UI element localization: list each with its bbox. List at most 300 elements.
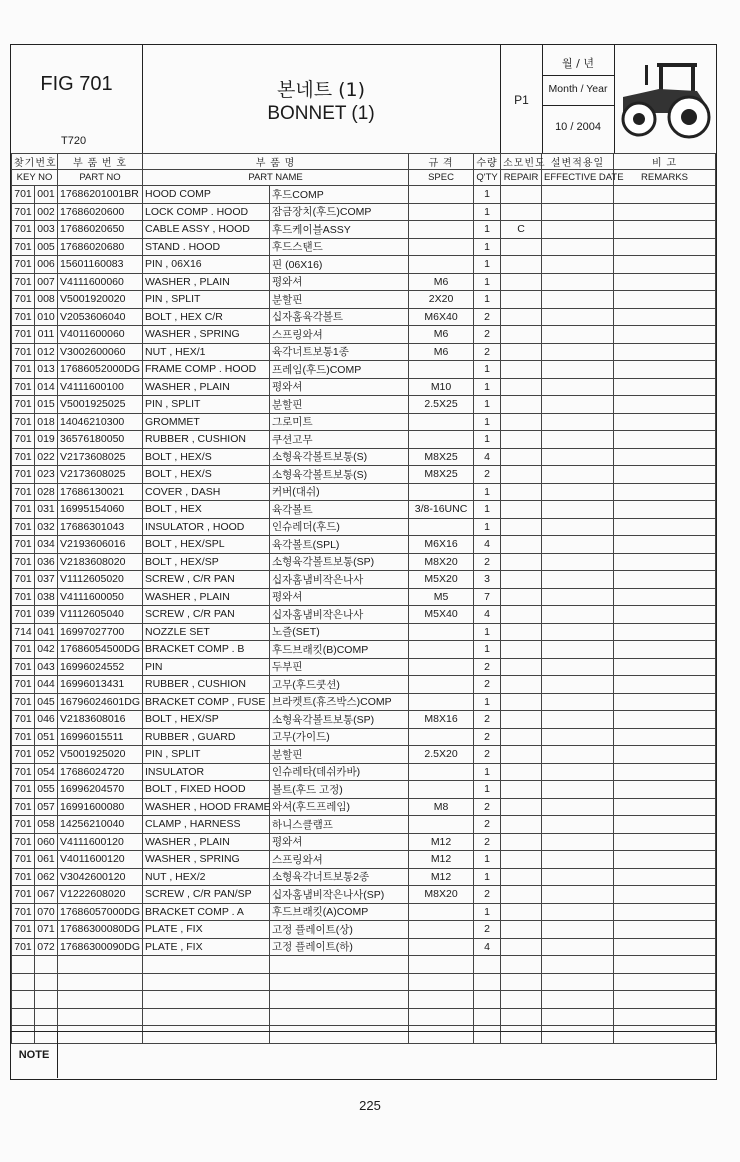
cell-remarks (614, 466, 716, 484)
cell-part-name-ko: 십자홈냄비작은나사 (270, 571, 409, 589)
cell-key-sub: 034 (35, 536, 58, 554)
cell-empty (35, 973, 58, 991)
cell-repair (501, 361, 542, 379)
cell-remarks (614, 763, 716, 781)
cell-part-no: V1112605020 (58, 571, 143, 589)
cell-qty: 1 (474, 273, 501, 291)
cell-part-no: V2183608020 (58, 553, 143, 571)
cell-spec: M8X16 (409, 711, 474, 729)
cell-repair (501, 571, 542, 589)
cell-part-name-en: GROMMET (143, 413, 270, 431)
cell-effective-date (542, 361, 614, 379)
cell-part-name-en: BOLT , HEX/S (143, 466, 270, 484)
cell-qty: 2 (474, 816, 501, 834)
cell-key-sub: 041 (35, 623, 58, 641)
cell-repair (501, 816, 542, 834)
cell-part-no: 17686130021 (58, 483, 143, 501)
cell-key-sub: 058 (35, 816, 58, 834)
cell-empty (542, 973, 614, 991)
cell-qty: 1 (474, 186, 501, 204)
note-label: NOTE (11, 1032, 58, 1078)
cell-empty (501, 973, 542, 991)
cell-remarks (614, 361, 716, 379)
cell-part-no: 16997027700 (58, 623, 143, 641)
cell-repair (501, 676, 542, 694)
tractor-icon (617, 57, 713, 141)
cell-qty: 1 (474, 518, 501, 536)
cell-effective-date (542, 886, 614, 904)
cell-part-no: V1222608020 (58, 886, 143, 904)
cell-part-name-en: WASHER , PLAIN (143, 378, 270, 396)
cell-repair (501, 186, 542, 204)
date-box (542, 45, 614, 153)
header-effective-date-ko: 설변적용일 (542, 154, 614, 170)
cell-part-name-ko: 고무(가이드) (270, 728, 409, 746)
header-part-name-ko: 부 품 명 (143, 154, 409, 170)
cell-key-sub: 008 (35, 291, 58, 309)
cell-remarks (614, 781, 716, 799)
cell-qty: 1 (474, 431, 501, 449)
cell-spec (409, 658, 474, 676)
parts-body (12, 186, 716, 1044)
cell-empty (501, 1008, 542, 1026)
cell-key-no: 701 (12, 553, 35, 571)
cell-repair (501, 728, 542, 746)
cell-part-name-ko: 스프링와셔 (270, 326, 409, 344)
cell-part-name-ko: 육각볼트 (270, 501, 409, 519)
cell-spec (409, 728, 474, 746)
header-spec-ko: 규 격 (409, 154, 474, 170)
cell-effective-date (542, 658, 614, 676)
table-row (12, 378, 716, 396)
cell-effective-date (542, 746, 614, 764)
cell-remarks (614, 886, 716, 904)
cell-remarks (614, 641, 716, 659)
cell-key-no: 701 (12, 308, 35, 326)
cell-key-sub: 006 (35, 256, 58, 274)
cell-repair (501, 623, 542, 641)
table-row (12, 413, 716, 431)
cell-part-no: 17686301043 (58, 518, 143, 536)
cell-empty (614, 973, 716, 991)
table-row (12, 763, 716, 781)
cell-effective-date (542, 763, 614, 781)
cell-key-sub: 051 (35, 728, 58, 746)
cell-effective-date (542, 588, 614, 606)
date-value: 10 / 2004 (555, 121, 601, 133)
table-row (12, 658, 716, 676)
figure-number: FIG 701 (40, 73, 113, 95)
table-row (12, 851, 716, 869)
cell-remarks (614, 203, 716, 221)
cell-part-name-en: PIN , SPLIT (143, 291, 270, 309)
cell-empty (409, 991, 474, 1009)
cell-effective-date (542, 921, 614, 939)
date-label-korean: 월 / 년 (562, 57, 594, 70)
cell-part-name-ko: 브라켓트(휴즈박스)COMP (270, 693, 409, 711)
cell-part-name-ko: 그로미트 (270, 413, 409, 431)
cell-part-name-ko: 육각너트보통1종 (270, 343, 409, 361)
table-row (12, 256, 716, 274)
cell-part-name-ko: 인슈레타(데쉬카바) (270, 763, 409, 781)
cell-part-name-ko: 고무(후드쿳션) (270, 676, 409, 694)
cell-qty: 1 (474, 483, 501, 501)
table-row (12, 326, 716, 344)
cell-empty (409, 973, 474, 991)
cell-part-name-ko: 후드COMP (270, 186, 409, 204)
cell-part-name-en: NUT , HEX/1 (143, 343, 270, 361)
cell-empty (614, 991, 716, 1009)
cell-part-name-en: CLAMP , HARNESS (143, 816, 270, 834)
cell-remarks (614, 221, 716, 239)
cell-repair (501, 781, 542, 799)
cell-empty (614, 1008, 716, 1026)
cell-key-sub: 070 (35, 903, 58, 921)
cell-key-sub: 042 (35, 641, 58, 659)
cell-key-no: 701 (12, 781, 35, 799)
cell-key-no: 701 (12, 851, 35, 869)
cell-qty: 2 (474, 326, 501, 344)
cell-part-name-ko: 볼트(후드 고정) (270, 781, 409, 799)
cell-effective-date (542, 536, 614, 554)
cell-remarks (614, 903, 716, 921)
cell-part-name-ko: 평와셔 (270, 588, 409, 606)
cell-spec: M5 (409, 588, 474, 606)
table-row (12, 308, 716, 326)
cell-qty: 3 (474, 571, 501, 589)
cell-part-name-ko: 프레임(후드)COMP (270, 361, 409, 379)
cell-effective-date (542, 693, 614, 711)
cell-remarks (614, 938, 716, 956)
cell-key-sub: 005 (35, 238, 58, 256)
cell-part-name-ko: 분할핀 (270, 396, 409, 414)
empty-row (12, 956, 716, 974)
cell-part-no: V5001925020 (58, 746, 143, 764)
cell-part-name-en: BOLT , HEX/SP (143, 711, 270, 729)
cell-spec: M8 (409, 798, 474, 816)
cell-part-name-en: WASHER , SPRING (143, 851, 270, 869)
table-row (12, 606, 716, 624)
cell-qty: 1 (474, 641, 501, 659)
cell-qty: 2 (474, 746, 501, 764)
cell-part-no: V4111600060 (58, 273, 143, 291)
cell-key-no: 701 (12, 483, 35, 501)
cell-part-name-en: PIN , 06X16 (143, 256, 270, 274)
cell-empty (474, 1008, 501, 1026)
cell-key-sub: 014 (35, 378, 58, 396)
cell-empty (474, 973, 501, 991)
cell-spec (409, 781, 474, 799)
cell-effective-date (542, 308, 614, 326)
cell-remarks (614, 851, 716, 869)
cell-effective-date (542, 256, 614, 274)
cell-effective-date (542, 868, 614, 886)
cell-repair (501, 413, 542, 431)
cell-remarks (614, 483, 716, 501)
cell-spec: M8X25 (409, 448, 474, 466)
cell-part-name-en: STAND . HOOD (143, 238, 270, 256)
cell-effective-date (542, 326, 614, 344)
cell-effective-date (542, 676, 614, 694)
table-row (12, 361, 716, 379)
table-row (12, 483, 716, 501)
cell-part-no: V4011600060 (58, 326, 143, 344)
cell-spec: M6 (409, 326, 474, 344)
cell-spec: M8X25 (409, 466, 474, 484)
cell-effective-date (542, 466, 614, 484)
cell-empty (143, 956, 270, 974)
cell-key-sub: 002 (35, 203, 58, 221)
cell-qty: 4 (474, 938, 501, 956)
cell-key-no: 701 (12, 273, 35, 291)
table-row (12, 273, 716, 291)
cell-qty: 2 (474, 921, 501, 939)
table-row (12, 868, 716, 886)
cell-key-no: 701 (12, 291, 35, 309)
cell-repair (501, 746, 542, 764)
cell-part-no: V4111600100 (58, 378, 143, 396)
cell-spec (409, 186, 474, 204)
cell-key-sub: 044 (35, 676, 58, 694)
cell-effective-date (542, 571, 614, 589)
cell-remarks (614, 588, 716, 606)
cell-part-name-en: RUBBER , CUSHION (143, 676, 270, 694)
cell-part-name-en: BRACKET COMP . B (143, 641, 270, 659)
cell-effective-date (542, 378, 614, 396)
cell-repair (501, 641, 542, 659)
cell-key-no: 714 (12, 623, 35, 641)
cell-part-name-ko: 분할핀 (270, 291, 409, 309)
cell-empty (542, 956, 614, 974)
header-repair: REPAIR (501, 170, 542, 186)
cell-spec (409, 221, 474, 239)
cell-spec: M10 (409, 378, 474, 396)
cell-part-no: 15601160083 (58, 256, 143, 274)
table-row (12, 203, 716, 221)
cell-repair (501, 273, 542, 291)
cell-key-sub: 043 (35, 658, 58, 676)
cell-qty: 1 (474, 868, 501, 886)
table-row (12, 623, 716, 641)
cell-part-name-en: SCREW , C/R PAN/SP (143, 886, 270, 904)
cell-repair (501, 938, 542, 956)
cell-part-name-ko: 노즐(SET) (270, 623, 409, 641)
table-row (12, 588, 716, 606)
cell-empty (143, 1008, 270, 1026)
cell-qty: 2 (474, 728, 501, 746)
table-row (12, 816, 716, 834)
cell-part-name-en: WASHER , PLAIN (143, 273, 270, 291)
cell-spec: M12 (409, 851, 474, 869)
cell-part-no: 17686300080DG (58, 921, 143, 939)
cell-repair (501, 536, 542, 554)
cell-empty (270, 956, 409, 974)
cell-effective-date (542, 431, 614, 449)
cell-empty (270, 991, 409, 1009)
cell-key-sub: 038 (35, 588, 58, 606)
cell-part-name-ko: 와셔(후드프레임) (270, 798, 409, 816)
cell-part-no: V2173608025 (58, 448, 143, 466)
table-row (12, 693, 716, 711)
cell-empty (143, 991, 270, 1009)
cell-part-name-ko: 소형육각너트보통2종 (270, 868, 409, 886)
cell-effective-date (542, 501, 614, 519)
cell-qty: 1 (474, 413, 501, 431)
table-row (12, 536, 716, 554)
cell-part-no: 14046210300 (58, 413, 143, 431)
cell-remarks (614, 921, 716, 939)
cell-empty (12, 1008, 35, 1026)
cell-part-name-ko: 인슈레더(후드) (270, 518, 409, 536)
cell-part-no: 14256210040 (58, 816, 143, 834)
cell-qty: 2 (474, 676, 501, 694)
cell-repair (501, 501, 542, 519)
cell-part-name-en: PIN (143, 658, 270, 676)
cell-repair (501, 466, 542, 484)
cell-empty (12, 973, 35, 991)
cell-key-no: 701 (12, 378, 35, 396)
cell-spec (409, 483, 474, 501)
cell-effective-date (542, 238, 614, 256)
table-row (12, 921, 716, 939)
cell-repair (501, 378, 542, 396)
cell-empty (35, 956, 58, 974)
cell-qty: 7 (474, 588, 501, 606)
cell-part-name-ko: 소형육각볼트보통(SP) (270, 553, 409, 571)
page-id: P1 (514, 93, 529, 107)
table-row (12, 676, 716, 694)
cell-qty: 2 (474, 658, 501, 676)
cell-empty (35, 1008, 58, 1026)
table-row (12, 746, 716, 764)
header-part-name: PART NAME (143, 170, 409, 186)
cell-key-sub: 060 (35, 833, 58, 851)
cell-part-no: 16995154060 (58, 501, 143, 519)
cell-spec (409, 518, 474, 536)
cell-effective-date (542, 291, 614, 309)
cell-key-no: 701 (12, 343, 35, 361)
cell-part-no: 17686020650 (58, 221, 143, 239)
cell-spec: M6X16 (409, 536, 474, 554)
cell-repair (501, 238, 542, 256)
cell-part-name-ko: 십자홈냄비작은나사(SP) (270, 886, 409, 904)
cell-key-sub: 013 (35, 361, 58, 379)
cell-remarks (614, 728, 716, 746)
cell-empty (58, 973, 143, 991)
cell-empty (409, 956, 474, 974)
cell-part-no: 16996015511 (58, 728, 143, 746)
cell-part-name-en: FRAME COMP . HOOD (143, 361, 270, 379)
cell-part-name-ko: 후드스탠드 (270, 238, 409, 256)
cell-part-no: V5001925025 (58, 396, 143, 414)
cell-key-no: 701 (12, 466, 35, 484)
cell-part-name-en: INSULATOR , HOOD (143, 518, 270, 536)
cell-qty: 4 (474, 606, 501, 624)
cell-spec (409, 816, 474, 834)
cell-remarks (614, 536, 716, 554)
cell-part-no: V3002600060 (58, 343, 143, 361)
cell-part-name-en: BRACKET COMP , FUSE (143, 693, 270, 711)
cell-effective-date (542, 518, 614, 536)
cell-repair (501, 903, 542, 921)
cell-key-no: 701 (12, 501, 35, 519)
cell-part-no: V4111600050 (58, 588, 143, 606)
cell-repair (501, 431, 542, 449)
cell-spec: 3/8-16UNC (409, 501, 474, 519)
cell-key-no: 701 (12, 203, 35, 221)
cell-key-sub: 052 (35, 746, 58, 764)
cell-repair (501, 448, 542, 466)
cell-part-name-en: BRACKET COMP . A (143, 903, 270, 921)
cell-key-sub: 061 (35, 851, 58, 869)
cell-remarks (614, 746, 716, 764)
table-row (12, 903, 716, 921)
cell-key-no: 701 (12, 711, 35, 729)
cell-part-name-en: SCREW , C/R PAN (143, 571, 270, 589)
header-remarks: REMARKS (614, 170, 716, 186)
cell-key-no: 701 (12, 676, 35, 694)
cell-qty: 1 (474, 763, 501, 781)
header-qty: Q'TY (474, 170, 501, 186)
cell-part-name-ko: 평와셔 (270, 833, 409, 851)
cell-key-no: 701 (12, 238, 35, 256)
cell-qty: 1 (474, 221, 501, 239)
cell-key-sub: 003 (35, 221, 58, 239)
cell-effective-date (542, 273, 614, 291)
cell-part-no: V5001920020 (58, 291, 143, 309)
cell-repair (501, 483, 542, 501)
cell-effective-date (542, 396, 614, 414)
cell-key-no: 701 (12, 938, 35, 956)
table-row (12, 238, 716, 256)
cell-remarks (614, 273, 716, 291)
cell-part-name-ko: 소형육각볼트보통(SP) (270, 711, 409, 729)
header-effective-date: EFFECTIVE DATE (542, 170, 614, 186)
cell-qty: 4 (474, 448, 501, 466)
cell-part-no: 16996013431 (58, 676, 143, 694)
cell-effective-date (542, 641, 614, 659)
cell-qty: 2 (474, 798, 501, 816)
cell-repair (501, 203, 542, 221)
cell-repair (501, 921, 542, 939)
sheet-header (11, 45, 715, 154)
cell-remarks (614, 291, 716, 309)
header-key-no: KEY NO (12, 170, 58, 186)
cell-qty: 1 (474, 501, 501, 519)
cell-spec (409, 921, 474, 939)
cell-part-name-en: HOOD COMP (143, 186, 270, 204)
cell-part-name-en: BOLT , HEX/S (143, 448, 270, 466)
cell-empty (58, 1008, 143, 1026)
cell-remarks (614, 308, 716, 326)
cell-part-name-en: LOCK COMP . HOOD (143, 203, 270, 221)
cell-key-sub: 032 (35, 518, 58, 536)
cell-key-sub: 019 (35, 431, 58, 449)
cell-key-sub: 031 (35, 501, 58, 519)
cell-key-sub: 067 (35, 886, 58, 904)
cell-empty (474, 991, 501, 1009)
cell-empty (270, 1008, 409, 1026)
table-row (12, 431, 716, 449)
cell-part-name-en: BOLT , HEX (143, 501, 270, 519)
cell-effective-date (542, 343, 614, 361)
cell-qty: 1 (474, 903, 501, 921)
table-row (12, 396, 716, 414)
cell-spec: M5X40 (409, 606, 474, 624)
table-row (12, 448, 716, 466)
cell-remarks (614, 378, 716, 396)
cell-part-no: V4011600120 (58, 851, 143, 869)
